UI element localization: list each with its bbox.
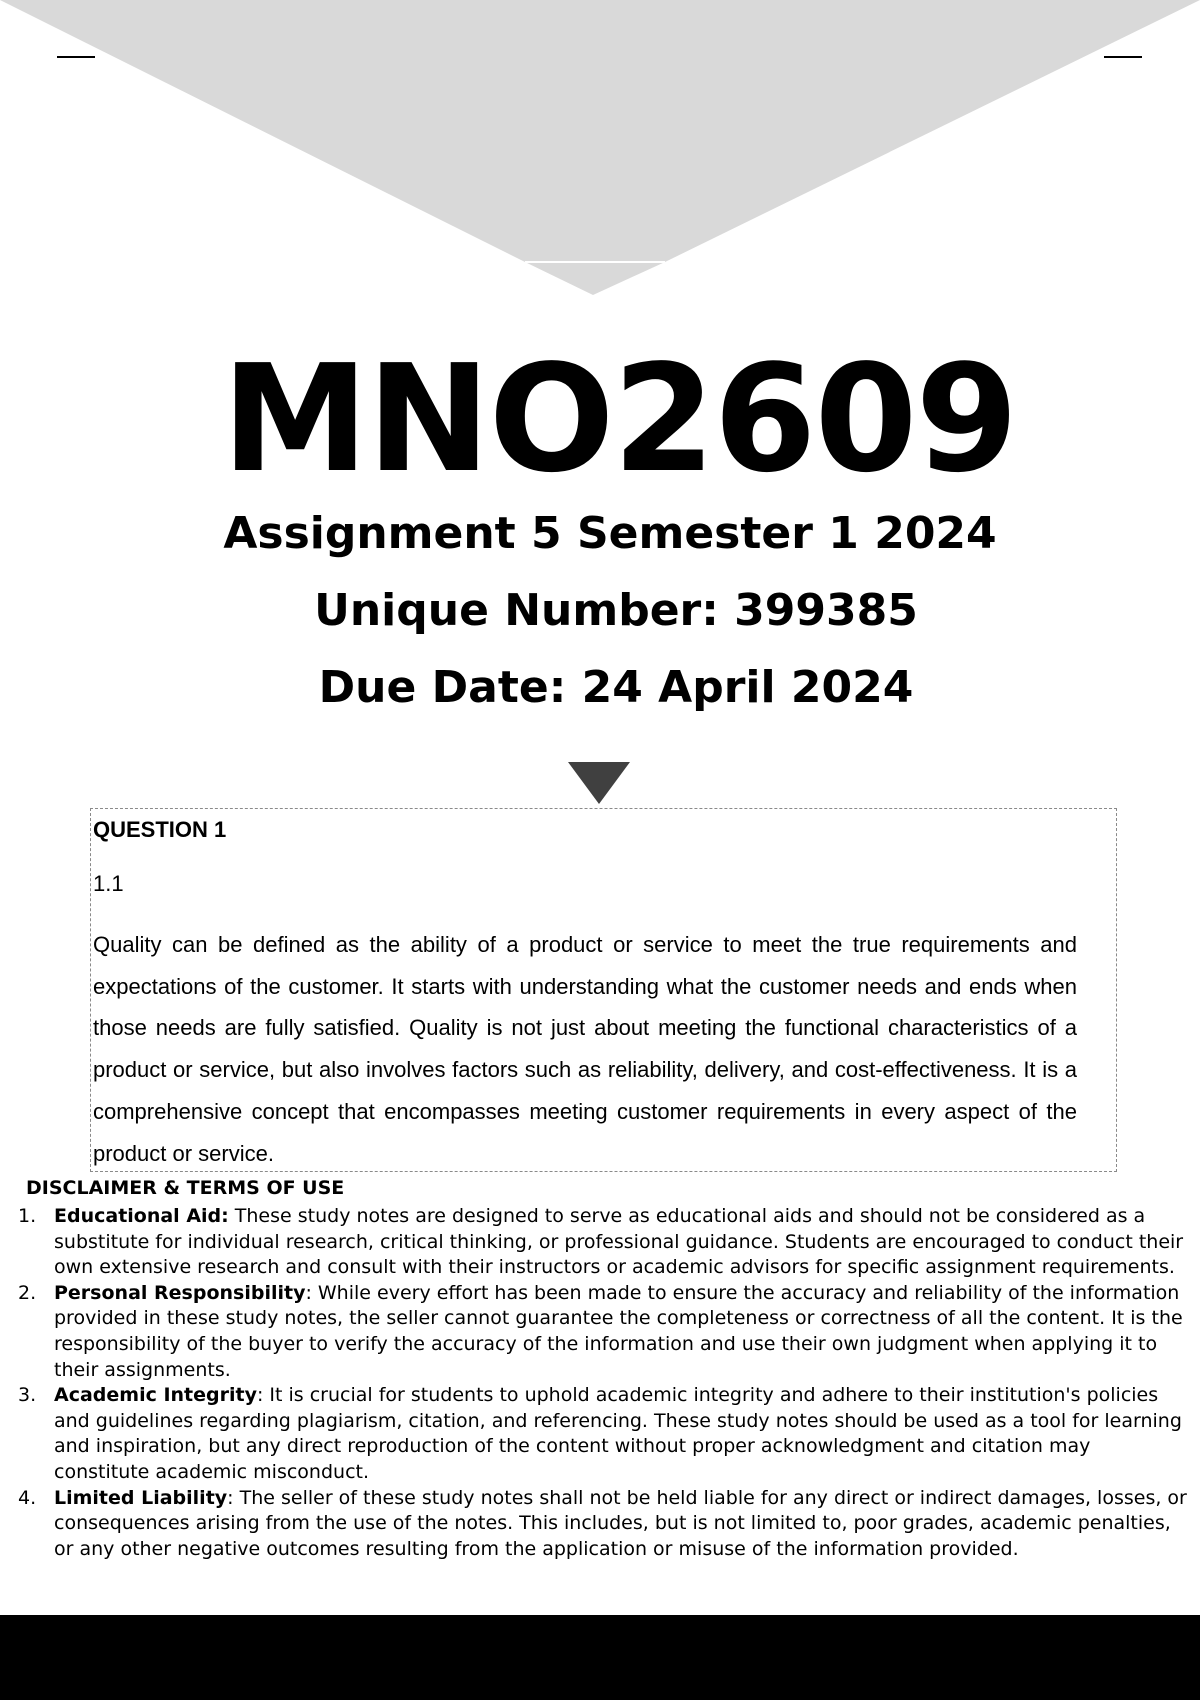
banner-chevron-shape — [0, 0, 1200, 295]
disclaimer-item — [18, 1383, 1188, 1485]
question-preview-box — [90, 808, 1117, 1172]
unique-number: Unique Number: 399385 — [314, 585, 918, 636]
assignment-title: Assignment 5 Semester 1 2024 — [223, 508, 997, 559]
down-arrow-icon — [568, 762, 630, 804]
question-sub-number: 1.1 — [93, 871, 124, 896]
disclaimer-item — [18, 1281, 1188, 1383]
disclaimer-item-term: Personal Responsibility — [54, 1281, 306, 1304]
disclaimer-item — [18, 1204, 1188, 1281]
disclaimer-item-text: : The seller of these study notes shall not be held liable for any direct or indirect damages, losses, or consequences arising from the use of the notes. This includes, but is not limited to, poor grades, academic penalties, or any other negative outcomes resulting from the application or misuse of the information provided. — [54, 1486, 1187, 1560]
disclaimer-title: DISCLAIMER & TERMS OF USE — [26, 1177, 345, 1199]
disclaimer-item — [18, 1486, 1188, 1563]
disclaimer-item-text: : While every effort has been made to ensure the accuracy and reliability of the information provided in these study notes, the seller cannot guarantee the completeness or correctness of all the content. It is the responsibility of the buyer to verify the accuracy of the information and use their own judgment when applying it to their assignments. — [54, 1281, 1183, 1381]
corner-dash-right — [1104, 56, 1142, 58]
disclaimer-item-text: : It is crucial for students to uphold academic integrity and adhere to their institution's policies and guidelines regarding plagiarism, citation, and referencing. These study notes should be used as a tool for learning and inspiration, but any direct reproduction of the content without proper acknowledgment and citation may constitute academic misconduct. — [54, 1384, 1182, 1483]
disclaimer-item-term: Academic Integrity — [54, 1384, 257, 1407]
question-heading: QUESTION 1 — [93, 817, 227, 842]
disclaimer-item-text: These study notes are designed to serve as educational aids and should not be considered as a substitute for individual research, critical thinking, or professional guidance. Students are encouraged to conduct their own extensive research and consult with their instructors or academic advisors for specific assignment requirements. — [54, 1205, 1184, 1279]
due-date: Due Date: 24 April 2024 — [318, 662, 914, 713]
footer-black-bar — [0, 1615, 1200, 1700]
disclaimer-item-term: Educational Aid: — [54, 1205, 229, 1227]
course-code-title: MNO2609 — [221, 333, 1017, 505]
disclaimer-item-number: 3. — [18, 1384, 37, 1407]
question-answer-text: Quality can be defined as the ability of a product or service to meet the true requirements and expectations of the customer. It starts with understanding what the customer needs and ends when those needs are fully satisfied. Quality is not just about meeting the functional characteristics of a product or service, but also involves factors such as reliability, delivery, and cost-effectiveness. It is a comprehensive concept that encompasses meeting customer requirements in every aspect of the product or service. — [93, 932, 1077, 1166]
disclaimer-item-term: Limited Liability — [54, 1486, 228, 1509]
corner-dash-left — [57, 56, 95, 58]
disclaimer-item-number: 1. — [18, 1205, 37, 1227]
disclaimer-list — [18, 1204, 1188, 1562]
disclaimer-item-number: 4. — [18, 1486, 37, 1509]
cover-banner-chevron — [0, 0, 1200, 300]
disclaimer-item-number: 2. — [18, 1281, 37, 1304]
